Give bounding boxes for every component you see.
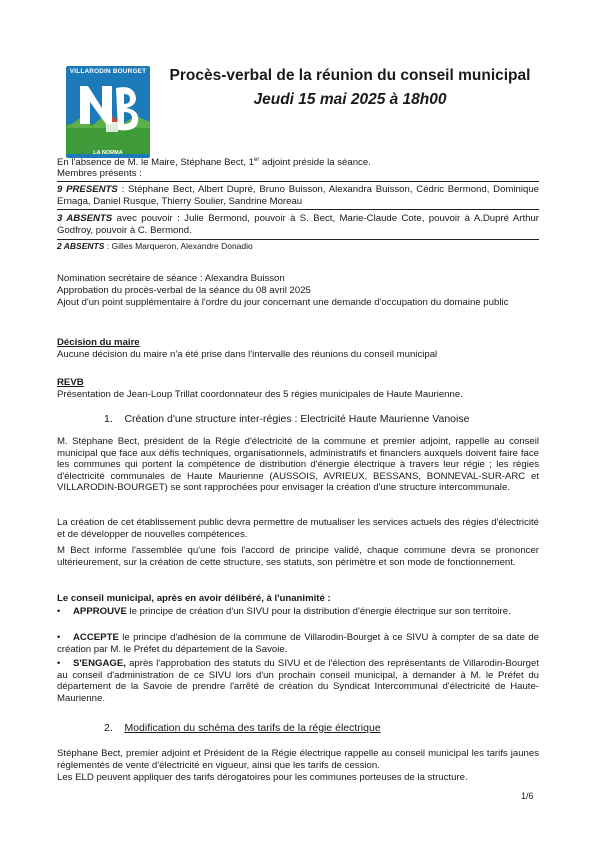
decision-text: Aucune décision du maire n'a été prise dans l'intervalle des réunions du conseil municipal (57, 349, 438, 360)
revb-heading: REVB (57, 377, 84, 388)
village-logo (66, 66, 150, 158)
absent-with-proxy: 3 ABSENTS avec pouvoir : Julie Bermond, pouvoir à S. Bect, Marie-Claude Cote, pouvoir à A.Dupré Arthur Godfroy, pouvoir à C. Bermond. (57, 213, 539, 236)
bullet-approve: • APPROUVE le principe de création d'un SIVU pour la distribution d'énergie électrique sur son territoire. (57, 606, 511, 617)
approval-line: Approbation du procès-verbal de la séance du 08 avril 2025 (57, 285, 311, 296)
revb-text: Présentation de Jean-Loup Trillat coordonnateur des 5 régies municipales de Haute Maurienne. (57, 389, 463, 400)
deliberation-line: Le conseil municipal, après en avoir délibéré, à l'unanimité : (57, 593, 331, 604)
logo-top-text: VILLARODIN BOURGET (69, 68, 147, 75)
present-members: 9 PRESENTS : Stéphane Bect, Albert Dupré, Bruno Buisson, Alexandra Buisson, Cédric Bermond, Dominique Ernaga, Daniel Rusque, Thierry Soulier, Sandrine Moreau (57, 184, 539, 207)
secretary-line: Nomination secrétaire de séance : Alexandra Buisson (57, 273, 285, 284)
divider (57, 239, 539, 240)
section1-para1: M. Stéphane Bect, président de la Régie d'électricité de la commune et premier adjoint, rappelle au conseil municipal que face aux défis techniques, organisationnels, administratifs et financiers auxquels doivent faire face les communes qui portent la compétence de distribution d'énergie électrique à travers leur régie ; les régies d'électricité communales de Haute Maurienne (AUSSOIS, AVRIEUX, BESSANS, BONNEVAL-SUR-ARC et VILLARODIN-BOURGET) se sont rapprochées pour envisager la création d'une structure intercommunale. (57, 436, 539, 493)
absent-members: 2 ABSENTS : Gilles Marqueron, Alexandre Donadio (57, 241, 253, 251)
agenda-addition: Ajout d'un point supplémentaire à l'ordre du jour concernant une demande d'occupation du domaine public (57, 297, 509, 308)
section2-heading: 2. Modification du schéma des tarifs de la régie électrique (104, 722, 381, 734)
meeting-date: Jeudi 15 mai 2025 à 18h00 (253, 91, 447, 108)
village-logo-icon (66, 66, 150, 158)
section2-para2: Les ELD peuvent appliquer des tarifs dérogatoires pour les communes porteuses de la structure. (57, 772, 468, 783)
bullet-accept: • ACCEPTE le principe d'adhésion de la commune de Villarodin-Bourget à ce SIVU à compter de sa date de création par M. le Préfet du département de la Savoie. (57, 632, 539, 655)
section2-para1: Stéphane Bect, premier adjoint et Président de la Régie électrique rappelle au conseil municipal les tarifs jaunes réglementés de vente d'électricité en vigueur, ainsi que les tarifs de cession. (57, 748, 539, 771)
section1-heading: 1. Création d'une structure inter-régies : Electricité Haute Maurienne Vanoise (104, 413, 470, 425)
section1-para3: M Bect informe l'assemblée qu'une fois l'accord de principe validé, chaque commune devra se prononcer ultérieurement, sur la création de cette structure, ses statuts, son périmètre et son mode de fonctionnement. (57, 545, 539, 568)
decision-heading: Décision du maire (57, 337, 140, 348)
section1-para2: La création de cet établissement public devra permettre de mutualiser les services actuels des régies d'électricité et de développer de nouvelles compétences. (57, 517, 539, 540)
members-label: Membres présents : (57, 168, 142, 179)
logo-bottom-text: LA NORMA (93, 150, 123, 156)
page-number: 1/6 (521, 791, 534, 801)
divider (57, 209, 539, 210)
absence-line: En l'absence de M. le Maire, Stéphane Bect, 1er adjoint préside la séance. (57, 157, 371, 169)
divider (57, 181, 539, 182)
bullet-engage: • S'ENGAGE, après l'approbation des statuts du SIVU et de l'élection des représentants de Villarodin-Bourget au conseil d'administration de ce SIVU lors d'un prochain conseil municipal, à demander à M. le Préfet du département de la Savoie de prendre l'arrêté de création du Syndicat Intercommunal d'électricité de Haute-Maurienne. (57, 658, 539, 704)
page-title: Procès-verbal de la réunion du conseil municipal (169, 67, 531, 84)
